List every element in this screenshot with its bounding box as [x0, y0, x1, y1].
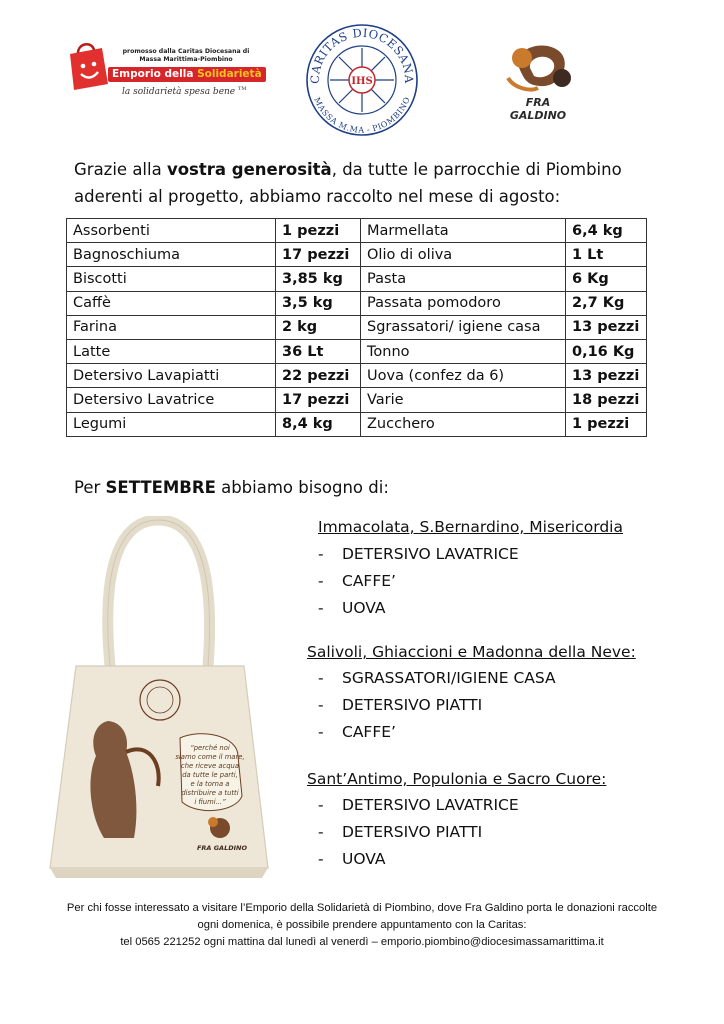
item-quantity-cell: 13 pezzi: [566, 315, 647, 339]
item-name-cell: Assorbenti: [67, 219, 276, 243]
need-item: - CAFFE’: [318, 572, 396, 590]
emporio-tagline: la solidarietà spesa bene ™: [122, 86, 247, 97]
item-quantity-cell: 17 pezzi: [276, 243, 361, 267]
needs-list: [318, 541, 519, 622]
fra-galdino-logo: [490, 38, 590, 122]
emporio-name: Emporio della Solidarietà: [108, 67, 266, 82]
need-item: - UOVA: [318, 850, 386, 868]
item-quantity-cell: 0,16 Kg: [566, 339, 647, 363]
table-row: [67, 364, 647, 388]
item-name-cell: Tonno: [361, 339, 566, 363]
parish-group-title: Salivoli, Ghiaccioni e Madonna della Neve:: [307, 643, 636, 661]
needs-list: [318, 665, 556, 746]
need-item: - UOVA: [318, 599, 386, 617]
parish-group-title: Sant’Antimo, Populonia e Sacro Cuore:: [307, 770, 607, 788]
svg-text:da tutte le parti,: da tutte le parti,: [182, 771, 238, 779]
item-quantity-cell: 2 kg: [276, 315, 361, 339]
svg-text:e la torna a: e la torna a: [190, 780, 230, 788]
item-quantity-cell: 18 pezzi: [566, 388, 647, 412]
need-item: - DETERSIVO LAVATRICE: [318, 796, 519, 814]
item-quantity-cell: 1 pezzi: [566, 412, 647, 436]
item-quantity-cell: 1 pezzi: [276, 219, 361, 243]
item-name-cell: Varie: [361, 388, 566, 412]
emporio-promo-line1: promosso dalla Caritas Diocesana di: [122, 48, 250, 55]
svg-text:che riceve acqua: che riceve acqua: [180, 762, 240, 770]
item-quantity-cell: 3,85 kg: [276, 267, 361, 291]
item-quantity-cell: 6,4 kg: [566, 219, 647, 243]
need-item: - CAFFE’: [318, 723, 396, 741]
item-name-cell: Marmellata: [361, 219, 566, 243]
table-row: [67, 412, 647, 436]
shopping-bag-icon: [64, 40, 110, 92]
footer-line1: Per chi fosse interessato a visitare l’Emporio della Solidarietà di Piombino, dove Fra Galdino porta le donazioni raccolte: [66, 902, 658, 914]
table-row: [67, 388, 647, 412]
table-row: [67, 243, 647, 267]
svg-text:MASSA M.MA - PIOMBINO: MASSA M.MA - PIOMBINO: [312, 95, 412, 135]
svg-text:FRA GALDINO: FRA GALDINO: [196, 844, 248, 852]
item-name-cell: Detersivo Lavapiatti: [67, 364, 276, 388]
item-name-cell: Zucchero: [361, 412, 566, 436]
table-row: [67, 339, 647, 363]
fra-galdino-wordmark: FRA GALDINO: [509, 96, 567, 122]
item-name-cell: Legumi: [67, 412, 276, 436]
item-name-cell: Bagnoschiuma: [67, 243, 276, 267]
table-row: [67, 315, 647, 339]
item-name-cell: Biscotti: [67, 267, 276, 291]
september-heading: Per SETTEMBRE abbiamo bisogno di:: [74, 478, 389, 497]
caritas-diocesana-seal: [303, 22, 421, 136]
svg-text:i fiumi...”: i fiumi...”: [194, 798, 226, 806]
fra-galdino-emblem-icon: [490, 38, 590, 96]
ihs-monogram: IHS: [351, 76, 373, 87]
need-item: - DETERSIVO LAVATRICE: [318, 545, 519, 563]
item-quantity-cell: 22 pezzi: [276, 364, 361, 388]
table-row: [67, 219, 647, 243]
item-name-cell: Farina: [67, 315, 276, 339]
tote-bag-image: [30, 516, 290, 886]
item-name-cell: Pasta: [361, 267, 566, 291]
table-row: [67, 291, 647, 315]
footer-contact-info: [20, 900, 704, 951]
item-name-cell: Sgrassatori/ igiene casa: [361, 315, 566, 339]
item-name-cell: Olio di oliva: [361, 243, 566, 267]
item-quantity-cell: 36 Lt: [276, 339, 361, 363]
august-donations-table: [66, 218, 647, 437]
item-name-cell: Latte: [67, 339, 276, 363]
item-quantity-cell: 8,4 kg: [276, 412, 361, 436]
footer-line3: tel 0565 221252 ogni mattina dal lunedì al venerdì – emporio.piombino@diocesimassamarittima.it: [120, 936, 604, 948]
item-quantity-cell: 17 pezzi: [276, 388, 361, 412]
item-name-cell: Caffè: [67, 291, 276, 315]
emporio-promo-line2: Massa Marittima-Piombino: [139, 56, 233, 63]
footer-line2: ogni domenica, è possibile prendere appuntamento con la Caritas:: [197, 919, 527, 931]
parish-group-title: Immacolata, S.Bernardino, Misericordia: [318, 518, 623, 536]
table-row: [67, 267, 647, 291]
need-item: - DETERSIVO PIATTI: [318, 823, 483, 841]
need-item: - SGRASSATORI/IGIENE CASA: [318, 669, 556, 687]
svg-text:distribuire a tutti: distribuire a tutti: [181, 789, 239, 797]
svg-text:CARITAS DIOCESANA: CARITAS DIOCESANA: [307, 25, 417, 84]
item-quantity-cell: 13 pezzi: [566, 364, 647, 388]
item-name-cell: Uova (confez da 6): [361, 364, 566, 388]
item-quantity-cell: 6 Kg: [566, 267, 647, 291]
intro-text: Grazie alla vostra generosità, da tutte le parrocchie di Piombino aderenti al progetto, abbiamo raccolto nel mese di agosto:: [74, 160, 622, 206]
needs-list: [318, 792, 519, 873]
emporio-solidarieta-logo: [58, 36, 263, 106]
item-quantity-cell: 3,5 kg: [276, 291, 361, 315]
svg-text:siamo come il mare,: siamo come il mare,: [175, 753, 245, 761]
item-quantity-cell: 2,7 Kg: [566, 291, 647, 315]
item-quantity-cell: 1 Lt: [566, 243, 647, 267]
item-name-cell: Detersivo Lavatrice: [67, 388, 276, 412]
need-item: - DETERSIVO PIATTI: [318, 696, 483, 714]
svg-text:“perché noi: “perché noi: [190, 744, 230, 752]
item-name-cell: Passata pomodoro: [361, 291, 566, 315]
